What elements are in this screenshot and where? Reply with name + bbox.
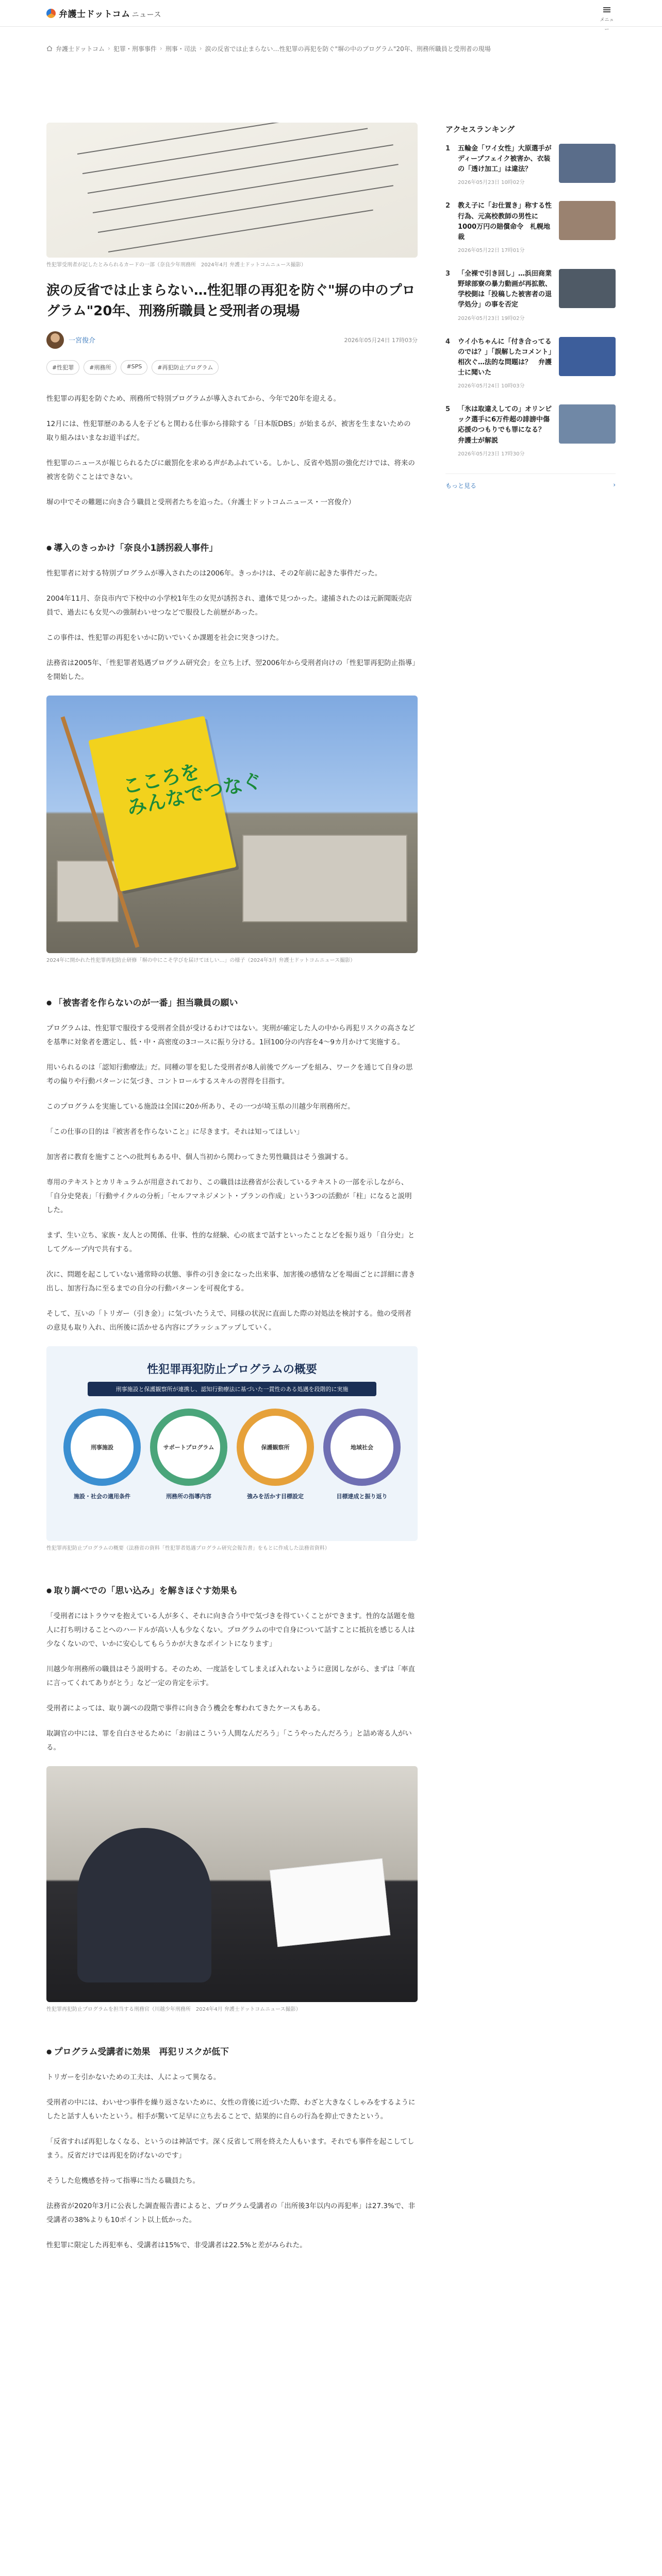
logo-icon — [46, 9, 56, 18]
author[interactable] — [46, 331, 95, 349]
body-paragraph: 「この仕事の目的は『被害者を作らないこと』に尽きます。それは知ってほしい」 — [46, 1127, 304, 1136]
tag-item[interactable]: #刑務所 — [84, 360, 117, 375]
ranking-item-date: 2026年05月23日 10時02分 — [458, 180, 525, 186]
ranking-item-date: 2026年05月24日 10時03分 — [458, 383, 525, 389]
tag-list — [46, 360, 418, 375]
menu-label: メニュー — [600, 18, 614, 32]
publish-date: 2026年05月24日 17時03分 — [344, 336, 418, 344]
rank-number: 2 — [445, 202, 451, 210]
breadcrumb-separator: › — [159, 45, 162, 52]
hero-image — [46, 123, 418, 258]
body-paragraph: そして、互いの「トリガー（引き金）」に気づいたうえで、同様の状況に直面した際の対処法を検討する。他の受刑者の意見も取り入れ、出所後に活かせる内容にブラッシュアップしていく。 — [46, 1309, 412, 1332]
body-paragraph: 次に、問題を起こしていない通常時の状態、事件の引き金になった出来事、加害後の感情などを場面ごとに詳細に書き出し、加害行為に至るまでの自分の行動パターンを可視化する。 — [46, 1270, 416, 1293]
rank-number: 4 — [445, 337, 451, 346]
ranking-item-date: 2026年05月22日 17時01分 — [458, 247, 525, 253]
breadcrumb — [0, 27, 662, 56]
body-paragraph: 受刑者の中には、わいせつ事件を繰り返さないために、女性の背後に近づいた際、わざと大きなくしゃみをするようにしたと話す人もいたという。相手が驚いて足早に立ち去ることで、結果的に自らの行為を抑止できたという。 — [46, 2098, 416, 2121]
ranking-item[interactable] — [445, 201, 616, 269]
chevron-right-icon: › — [613, 481, 616, 488]
site-logo[interactable] — [46, 7, 161, 20]
lead-paragraph: 性犯罪の再犯を防ぐため、刑務所で特別プログラムが導入されてから、今年で20年を迎える。 — [46, 394, 341, 403]
infographic-subtitle: 刑事施設と保護観察所が連携し、認知行動療法に基づいた一貫性のある処遇を段階的に実施 — [88, 1382, 376, 1396]
body-paragraph: 性犯罪者に対する特別プログラムが導入されたのは2006年。きっかけは、その2年前に起きた事件だった。 — [46, 569, 382, 578]
breadcrumb-separator: › — [199, 45, 202, 52]
ranking-thumbnail[interactable] — [559, 269, 616, 308]
hamburger-icon — [603, 7, 610, 12]
rank-number: 1 — [445, 145, 451, 152]
body-paragraph: 取調官の中には、罪を自白させるために「お前はこういう人間なんだろう」「こうやったんだろう」と詰め寄る人がいる。 — [46, 1729, 412, 1752]
flag-photo — [46, 696, 418, 953]
body-paragraph: 受刑者によっては、取り調べの段階で事件に向き合う機会を奪われてきたケースもある。 — [46, 1704, 325, 1713]
infographic-label: 刑務所の指導内容 — [166, 1493, 211, 1500]
infographic-circle: 保護観察所 — [237, 1409, 314, 1486]
author-name[interactable]: 一宮俊介 — [69, 337, 96, 345]
ranking-item[interactable] — [445, 269, 616, 337]
ranking-thumbnail[interactable] — [559, 404, 616, 444]
ranking-item-title[interactable]: ウイ小ちゃんに「付き合ってるのでは？」「誤解したコメント」相次ぐ…法的な問題は？ 弁護士に聞いた — [458, 337, 552, 377]
breadcrumb-item-current: 涙の反省では止まらない…性犯罪の再犯を防ぐ"塀の中のプログラム"20年、刑務所職員と受刑者の現場 — [205, 45, 491, 53]
body-paragraph: 性犯罪に限定した再犯率も、受講者は15%で、非受講者は22.5%と差がみられた。 — [46, 2241, 307, 2249]
ranking-item-title[interactable]: 「氷は取違えしての」オリンピック選手に6万件超の誹謗中傷 応援のつもりでも罪になる？ 弁護士が解説 — [458, 405, 557, 445]
breadcrumb-item-subcategory[interactable]: 刑事・司法 — [165, 45, 196, 53]
breadcrumb-item-home[interactable]: 弁護士ドットコム — [56, 45, 105, 53]
lead-paragraph: 塀の中でその難題に向き合う職員と受刑者たちを追った。（弁護士ドットコムニュース・一宮俊介） — [46, 498, 355, 506]
logo-text: 弁護士ドットコム — [59, 9, 130, 20]
ranking-item-title[interactable]: 教え子に「お仕置き」称する性行為、元高校教師の男性に1000万円の賠償命令 札幌地裁 — [458, 202, 552, 241]
rank-number: 5 — [445, 405, 451, 414]
ranking-item-title[interactable]: 「全裸で引き回し」…浜田商業野球部寮の暴力動画が再拡散、学校側は「投稿した被害者の退学処分」の事を否定 — [458, 269, 552, 309]
body-paragraph: この事件は、性犯罪の再犯をいかに防いでいくか課題を社会に突きつけた。 — [46, 633, 283, 642]
photo-caption: 2024年に開かれた性犯罪再犯防止研修「塀の中にこそ学びを届けてほしい…」の様子（2024年3月 弁護士ドットコムニュース撮影） — [46, 957, 356, 963]
ranking-title: アクセスランキング — [445, 125, 515, 134]
article-title: 涙の反省では止まらない…性犯罪の再犯を防ぐ"塀の中のプログラム"20年、刑務所職員と受刑者の現場 — [46, 283, 416, 319]
body-paragraph: 用いられるのは「認知行動療法」だ。同種の罪を犯した受刑者が8人前後でグループを組み、ワークを通じて自身の思考の偏りや行動パターンに気づき、コントロールするスキルの習得を目指す。 — [46, 1063, 413, 1086]
body-paragraph: 2004年11月、奈良市内で下校中の小学校1年生の女児が誘拐され、遺体で見つかった。逮捕されたのは元新聞販売店員で、過去にも女児への強制わいせつなどで服役した前歴があった。 — [46, 594, 412, 617]
photo-caption: 性犯罪再犯防止プログラムを担当する刑務官（川越少年刑務所 2024年4月 弁護士ドットコムニュース撮影） — [46, 2006, 301, 2012]
sidebar — [445, 56, 616, 2264]
infographic-circle: 刑事施設 — [63, 1409, 141, 1486]
program-infographic — [46, 1346, 418, 1541]
breadcrumb-item-category[interactable]: 犯罪・刑事事件 — [113, 45, 157, 53]
infographic-circle: 地域社会 — [323, 1409, 401, 1486]
tag-item[interactable]: #性犯罪 — [46, 360, 79, 375]
ranking-item-title[interactable]: 五輪金「ワイ女性」大原選手がディープフェイク被害か、衣装の「透け加工」は違法？ — [458, 145, 552, 174]
body-paragraph: まず、生い立ち、家族・友人との関係、仕事、性的な経験、心の底まで話すといったことなどを振り返り「自分史」としてグループ内で共有する。 — [46, 1231, 415, 1253]
section-heading: ● 導入のきっかけ「奈良小1誘拐殺人事件」 — [46, 540, 418, 553]
body-paragraph: プログラムは、性犯罪で服役する受刑者全員が受けるわけではない。実刑が確定した人の中から再犯リスクの高さなどを基準に対象者を選定し、低・中・高密度の3コースに振り分ける。1回100分の内容を4〜9カ月かけて実施する。 — [46, 1024, 416, 1046]
tag-item[interactable]: #再犯防止プログラム — [152, 360, 219, 375]
infographic-caption: 性犯罪再犯防止プログラムの概要（法務省の資料「性犯罪者処遇プログラム研究会報告書」をもとに作成した法務省資料） — [46, 1545, 330, 1551]
infographic-labels — [46, 1492, 418, 1500]
body-paragraph: 法務省が2020年3月に公表した調査報告書によると、プログラム受講者の「出所後3年以内の再犯率」は27.3%で、非受講者の38%よりも10ポイント以上低かった。 — [46, 2201, 416, 2224]
section-heading: ● プログラム受講者に効果 再犯リスクが低下 — [46, 2044, 418, 2057]
ranking-item[interactable] — [445, 337, 616, 405]
body-paragraph: 専用のテキストとカリキュラムが用意されており、この職員は法務省が公表しているテキストの一部を示しながら、「自分史発表」「行動サイクルの分析」「セルフマネジメント・プランの作成」という3つの活動が「柱」になると説明した。 — [46, 1178, 412, 1214]
infographic-label: 目標達成と振り返り — [336, 1493, 388, 1500]
body-paragraph: トリガーを引かないための工夫は、人によって異なる。 — [46, 2073, 221, 2081]
section-heading: ● 「被害者を作らないのが一番」担当職員の願い — [46, 995, 418, 1008]
infographic-circles — [46, 1409, 418, 1486]
tag-item[interactable]: #SPS — [121, 360, 147, 375]
body-paragraph: 法務省は2005年、「性犯罪者処遇プログラム研究会」を立ち上げ、翌2006年から受刑者向けの「性犯罪再犯防止指導」を開始した。 — [46, 658, 416, 681]
ranking-item[interactable] — [445, 404, 616, 472]
lead-paragraph: 性犯罪のニュースが報じられるたびに厳罰化を求める声があふれている。しかし、反省や処罰の強化だけでは、将来の被害を防ぐことはできない。 — [46, 459, 415, 481]
logo-subtext: ニュース — [131, 11, 161, 19]
body-paragraph: このプログラムを実施している施設は全国に20か所あり、その一つが埼玉県の川越少年刑務所だ。 — [46, 1102, 355, 1111]
ranking-item-date: 2026年05月23日 19時02分 — [458, 315, 525, 321]
hero-caption: 性犯罪受刑者が記したとみられるカードの一部（奈良少年刑務所 2024年4月 弁護士ドットコムニュース撮影） — [46, 262, 306, 268]
menu-button[interactable] — [598, 5, 616, 33]
infographic-label: 強みを活かす目標設定 — [247, 1493, 304, 1500]
rank-number: 3 — [445, 269, 451, 278]
body-paragraph: 「反省すれば再犯しなくなる、というのは神話です。深く反省して刑を終えた人もいます。それでも事件を起こしてしまう。反省だけでは再犯を防げないのです」 — [46, 2137, 415, 2160]
article-main — [46, 56, 418, 2264]
author-row — [46, 331, 418, 349]
body-paragraph: そうした危機感を持って指導に当たる職員たち。 — [46, 2176, 200, 2185]
body-paragraph: 川越少年刑務所の職員はそう説明する。そのため、一度話をしてしまえば入れないように意図しながら、まずは「率直に言ってくれてありがとう」など一定の肯定を示す。 — [46, 1665, 415, 1687]
ranking-item-date: 2026年05月23日 17時30分 — [458, 451, 525, 457]
infographic-circle: サポートプログラム — [150, 1409, 227, 1486]
infographic-title: 性犯罪再犯防止プログラムの概要 — [147, 1363, 317, 1376]
more-link-label: もっと見る — [445, 482, 477, 489]
author-avatar — [46, 331, 64, 349]
ranking-thumbnail[interactable] — [559, 337, 616, 376]
lead-paragraph: 12月には、性犯罪歴のある人を子どもと関わる仕事から排除する「日本版DBS」が始まるが、被害を生まないための取り組みはいまなお道半ばだ。 — [46, 419, 411, 442]
ranking-more-link[interactable] — [445, 473, 616, 490]
flag-text: こころを みんなでつなぐ — [120, 759, 264, 820]
site-header — [0, 0, 662, 32]
ranking-item[interactable] — [445, 144, 616, 201]
infographic-label: 施設・社会の適用条件 — [74, 1493, 130, 1500]
ranking-thumbnail[interactable] — [559, 144, 616, 183]
home-icon[interactable] — [46, 45, 53, 52]
desk-photo — [46, 1766, 418, 2002]
breadcrumb-separator: › — [108, 45, 110, 52]
body-paragraph: 加害者に教育を施すことへの批判もある中、個人当初から関わってきた男性職員はそう強調する。 — [46, 1153, 353, 1161]
body-paragraph: 「受刑者にはトラウマを抱えている人が多く、それに向き合う中で気づきを得ていくことができます。性的な話題を他人に打ち明けることへのハードルが高い人も少なくない。プログラムの中で自身について話すことに抵抗を感じる人は少なくないので、いかに安心してもらうかが大きなポイントになります」 — [46, 1612, 415, 1648]
section-heading: ● 取り調べでの「思い込み」を解きほぐす効果も — [46, 1583, 418, 1596]
ranking-thumbnail[interactable] — [559, 201, 616, 240]
